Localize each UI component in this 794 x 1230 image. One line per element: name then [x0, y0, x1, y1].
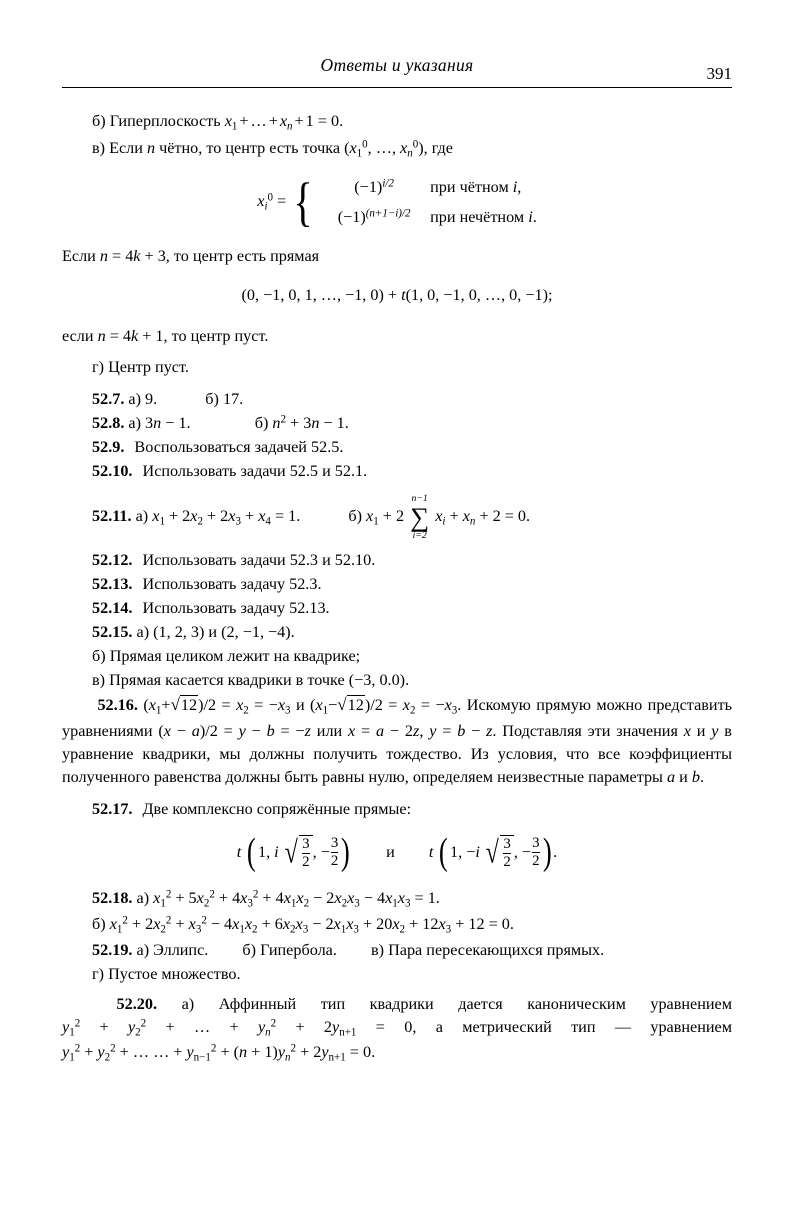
- cases-row-2-value: $(-1)^{(n+1-i)/2}$: [337, 207, 411, 227]
- answer-52-11-b-formula: $x_1 + 2$ n−1 ∑ i=2 $x_i + x_n + 2 = 0$.: [366, 493, 531, 541]
- answer-part-label-a: а): [136, 941, 150, 960]
- answer-52-15-v-text: Прямая касается квадрики в точке (−3, 0.0).: [109, 671, 410, 690]
- answer-52-9: [62, 436, 732, 459]
- answer-part-label: б): [205, 390, 219, 409]
- item-v-point: ($x_1^0$, …, $x_n^0$),: [344, 138, 428, 160]
- answer-number: 52.18.: [92, 888, 133, 907]
- cases-row: [318, 206, 537, 229]
- paragraph-if-4k1: [62, 325, 732, 348]
- answer-52-15-v: [62, 669, 732, 692]
- cases-brace-icon: {: [293, 172, 313, 233]
- answer-52-18-b: [62, 913, 732, 938]
- left-paren-icon: (: [247, 830, 257, 873]
- right-paren-icon: ): [341, 830, 351, 873]
- paren-group: [245, 830, 352, 873]
- answer-text: Использовать задачу 52.3.: [142, 575, 322, 594]
- answer-52-8: [62, 412, 732, 435]
- formula-left-content: 1, i √ $\frac{3}{2}$ , − $\frac{3}{2}$: [257, 834, 339, 871]
- answer-part-label-b: б): [242, 941, 257, 960]
- answer-52-11-a-formula: $x_1 + 2x_2 + 2x_3 + x_4 = 1$.: [152, 507, 305, 528]
- answer-52-12: [62, 549, 732, 572]
- answer-number: 52.15.: [92, 623, 133, 642]
- answer-52-18-b-formula: $x_1^2 + 2x_2^2 + x_3^2 - 4x_1x_2 + 6x_2x_3 - 2x_1x_3 + 20x_2 + 12x_3 + 12 = 0$.: [109, 914, 514, 936]
- answer-52-20-text-1: Аффинный тип квадрики дается каноническим уравнением: [218, 995, 732, 1014]
- formula-conjunction: и: [386, 842, 395, 861]
- item-b-text: Гиперплоскость: [109, 112, 221, 130]
- item-label-b: б): [92, 112, 106, 130]
- answer-52-19: [62, 939, 732, 962]
- summation-symbol: [410, 494, 429, 540]
- item-b-formula: $x_1$ + … + $x_n + 1 = 0$.: [224, 112, 344, 133]
- answer-number: 52.9.: [92, 438, 125, 457]
- answer-52-19-b-text: Гипербола.: [260, 941, 337, 960]
- display-line-content: (0, −1, 0, 1, …, −1, 0) + t(1, 0, −1, 0, …, 0, −1);: [241, 286, 553, 305]
- formula-right-content: 1, −i √ $\frac{3}{2}$ , − $\frac{3}{2}$: [450, 834, 540, 871]
- paren-group: [437, 830, 553, 873]
- answer-52-20: [62, 993, 732, 1066]
- left-paren-icon: (: [439, 830, 449, 873]
- item-label-g: г): [92, 358, 105, 377]
- page-header: [62, 55, 732, 85]
- answer-52-15-b-text: Прямая целиком лежит на квадрике;: [109, 647, 361, 666]
- answer-52-18-a-formula: $x_1^2 + 5x_2^2 + 4x_3^2 + 4x_1x_2 - 2x_2x_3 - 4x_1x_3 = 1$.: [153, 888, 440, 910]
- sum-lower-limit: i=2: [412, 529, 427, 541]
- answer-part-label: б): [254, 414, 269, 433]
- display-cases-formula: [62, 172, 732, 233]
- answer-52-17-text: Две комплексно сопряжённые прямые:: [142, 799, 412, 818]
- answer-52-7: [62, 388, 732, 411]
- answer-part-label-a: а): [136, 623, 150, 642]
- display-52-17-formula: [62, 830, 732, 873]
- answer-52-13: [62, 573, 732, 596]
- header-title: Ответы и указания: [320, 55, 474, 75]
- paragraph-item-b-hyperplane: [62, 110, 732, 135]
- cases-row-1-value: $(-1)^{i/2}$: [354, 177, 394, 197]
- answer-52-20-text-2: а метрический тип — уравнением: [435, 1018, 732, 1037]
- item-g-text: Центр пуст.: [108, 358, 189, 377]
- answer-number: 52.17.: [92, 799, 133, 818]
- answer-part-label-v: в): [370, 941, 385, 960]
- answer-number: 52.13.: [92, 575, 133, 594]
- formula-right-group: t ( 1, −i √ $\frac{3}{2}$ , − $\frac{3}{2}$ ) .: [428, 830, 558, 873]
- cases-construct: [257, 172, 537, 233]
- cases-row-2-condition: при нечётном i.: [430, 208, 537, 227]
- formula-period: .: [553, 842, 558, 861]
- answer-number: 52.12.: [92, 551, 133, 570]
- answer-part-label: а): [128, 390, 141, 409]
- page-body: [62, 110, 732, 1067]
- header-rule: [62, 87, 732, 88]
- answer-52-17: [62, 798, 732, 821]
- answer-part-text: 17.: [222, 390, 244, 409]
- answer-number: 52.20.: [116, 995, 158, 1014]
- if-4k1-text-1: если: [62, 327, 94, 346]
- cases-rows: [318, 176, 537, 229]
- sqrt-group: √ $\frac{3}{2}$: [484, 835, 514, 871]
- if-4k3-equation: n = 4k + 3,: [99, 247, 170, 266]
- cases-lhs: $x_i^0$ =: [257, 191, 287, 213]
- answer-52-16: [62, 693, 732, 788]
- answer-52-19-g: [62, 963, 732, 986]
- answer-52-20-formula-2: $y_1^2 + y_2^2$ + … … + $y_{n-1}^2 + (n + 1)y_n^2 + 2y_{n+1} = 0$.: [62, 1042, 376, 1064]
- answer-52-11: [62, 494, 732, 540]
- sigma-icon: ∑: [410, 502, 430, 533]
- answer-part-label: а): [128, 414, 141, 433]
- radical-icon: √: [485, 834, 499, 870]
- answer-text: Использовать задачу 52.13.: [142, 599, 330, 618]
- answer-52-15-a-text: (1, 2, 3) и (2, −1, −4).: [153, 623, 295, 642]
- answer-text: Использовать задачи 52.3 и 52.10.: [142, 551, 376, 570]
- answer-number: 52.19.: [92, 941, 133, 960]
- answer-text: Использовать задачи 52.5 и 52.1.: [142, 462, 368, 481]
- if-4k3-text-2: то центр есть прямая: [173, 247, 320, 266]
- answer-part-label-a: а): [136, 888, 150, 907]
- item-label-v: в): [92, 139, 106, 158]
- answer-part-label-b: б): [92, 915, 106, 934]
- answer-number: 52.8.: [92, 414, 125, 433]
- paragraph-item-v-center: [62, 137, 732, 162]
- answer-52-8-b-formula: $n^2 + 3n - 1$.: [272, 413, 349, 433]
- answer-part-label-g: г): [92, 965, 105, 984]
- if-4k3-text-1: Если: [62, 247, 96, 266]
- answer-part-text: 9.: [145, 390, 158, 409]
- answer-number: 52.14.: [92, 599, 133, 618]
- answer-52-10: [62, 460, 732, 483]
- header-page-number: 391: [706, 64, 732, 83]
- right-paren-icon: ): [542, 830, 552, 873]
- answer-52-18: [62, 887, 732, 912]
- answer-part-label-b: б): [348, 507, 362, 526]
- item-v-text-3: где: [431, 139, 453, 158]
- answer-part-label-b: б): [92, 647, 106, 666]
- item-v-var-n: n: [146, 139, 156, 158]
- answer-part-label-a: а): [181, 995, 195, 1014]
- answer-52-8-a-formula: 3n − 1.: [145, 414, 191, 433]
- answer-52-15-b: [62, 645, 732, 668]
- if-4k1-equation: n = 4k + 1,: [97, 327, 168, 346]
- answer-number: 52.11.: [92, 507, 132, 526]
- sqrt-group: √ $\frac{3}{2}$: [283, 835, 313, 871]
- if-4k1-text-2: то центр пуст.: [171, 327, 269, 346]
- radical-icon: √: [284, 834, 298, 870]
- answer-number: 52.7.: [92, 390, 125, 409]
- sum-upper-limit: n−1: [411, 493, 428, 505]
- answer-number: 52.16.: [97, 696, 138, 715]
- answer-part-label-v: в): [92, 671, 106, 690]
- answer-52-19-g-text: Пустое множество.: [108, 965, 241, 984]
- formula-left-group: t ( 1, i √ $\frac{3}{2}$ , − $\frac{3}{2}$ ): [236, 830, 351, 873]
- paragraph-item-g-center-empty: [62, 356, 732, 379]
- answer-52-16-formula: $(x_1+√12)/2 = x_2 = -x_3$ и $(x_1-√12)/2 = x_2 = -x_3$.: [143, 695, 467, 717]
- cases-row: [318, 176, 537, 199]
- item-v-text-1: Если: [109, 139, 143, 158]
- cases-row-1-condition: при чётном i,: [430, 178, 522, 197]
- answer-52-19-a-text: Эллипс.: [153, 941, 209, 960]
- answer-52-20-formula-1: $y_1^2 + y_2^2$ + … + $y_n^2 + 2y_{n+1} = 0$,: [62, 1017, 436, 1039]
- answer-52-19-v-text: Пара пересекающихся прямых.: [388, 941, 605, 960]
- answer-52-16-paragraph: Искомую прямую можно представить уравнениями (x − a)/2 = y − b = −z или x = a − 2z, y = b − z. Подставляя эти значения x и y в уравнение квадрики, мы должны получить тождество. Из условия, что все коэффициенты полученного равенства должны быть равны нулю, определяем неизвестные параметры a и b.: [62, 696, 733, 786]
- display-line-formula: [62, 284, 732, 307]
- item-v-text-2: чётно, то центр есть точка: [159, 139, 341, 158]
- paragraph-if-4k3: [62, 245, 732, 268]
- answer-part-label-a: а): [135, 507, 149, 526]
- answer-52-15: [62, 621, 732, 644]
- answer-52-14: [62, 597, 732, 620]
- answer-number: 52.10.: [92, 462, 133, 481]
- answer-text: Воспользоваться задачей 52.5.: [134, 438, 344, 457]
